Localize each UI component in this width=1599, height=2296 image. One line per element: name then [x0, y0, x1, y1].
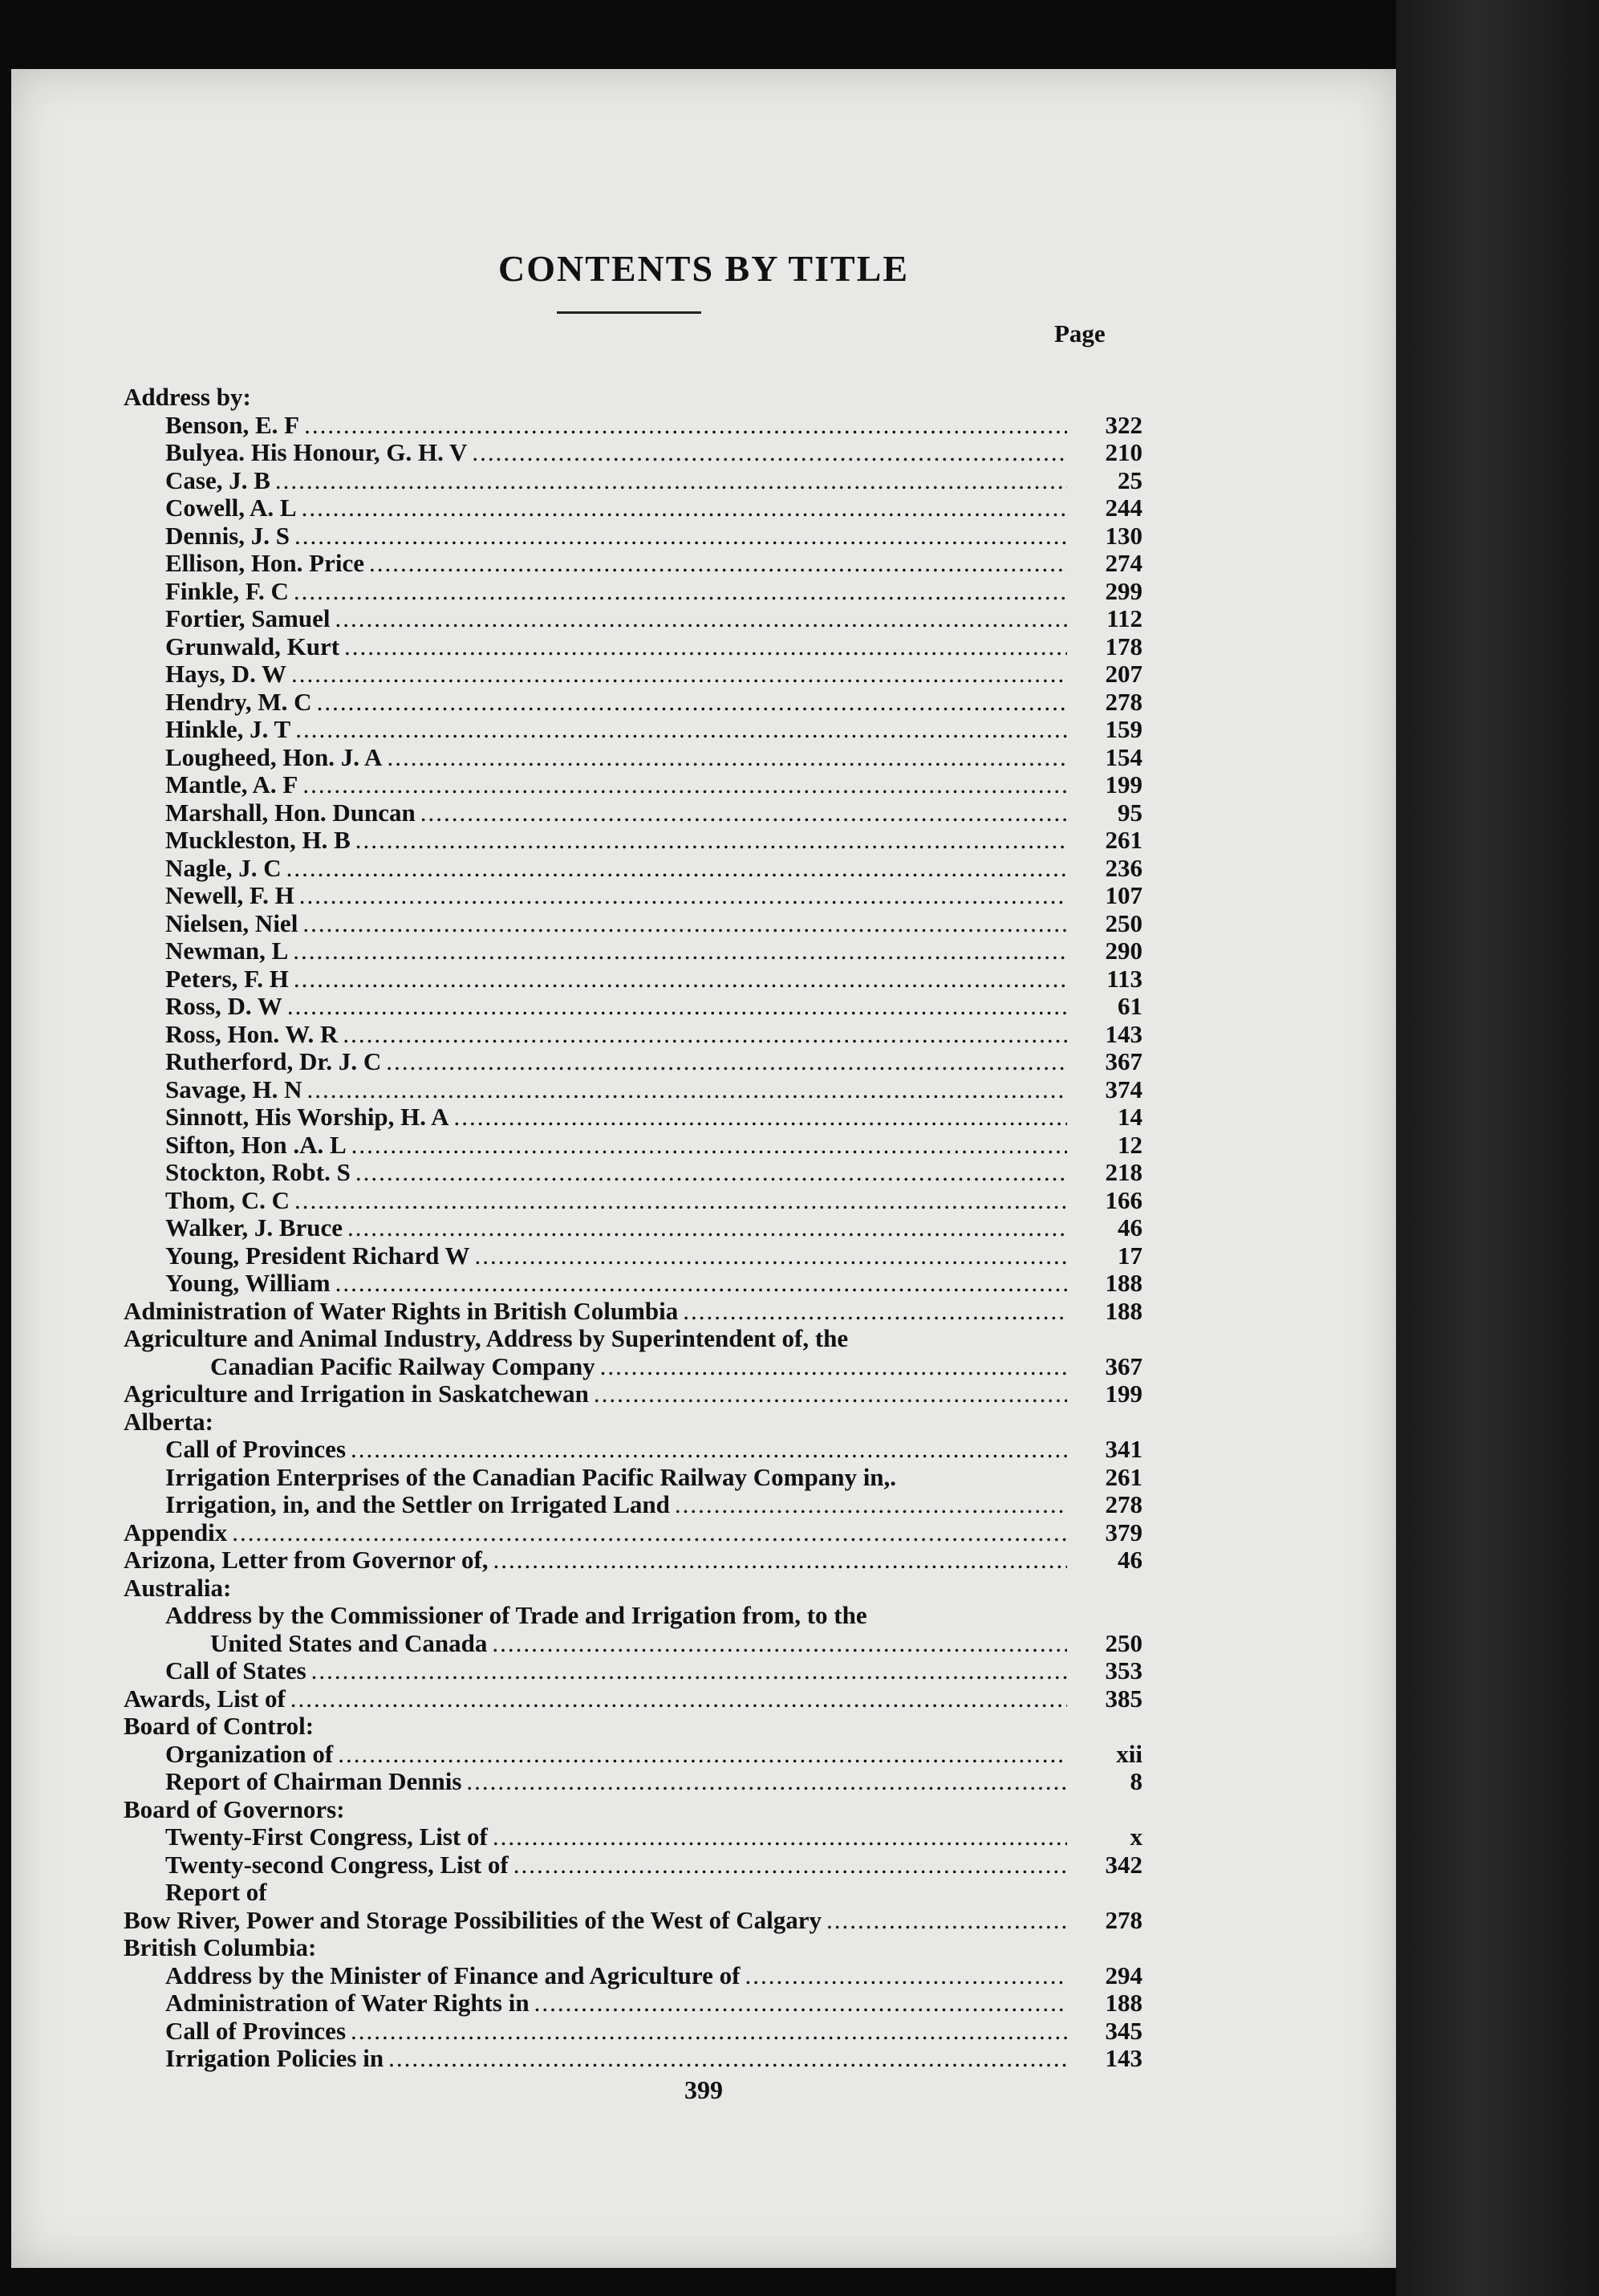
toc-entry-title: Report of Chairman Dennis [165, 1767, 462, 1795]
dot-leader [347, 1214, 1067, 1242]
document-page [11, 69, 1396, 2268]
toc-entry [124, 1934, 1142, 1962]
toc-entry [124, 467, 1142, 495]
dot-leader [453, 1103, 1067, 1132]
dot-leader [304, 412, 1067, 440]
toc-entry-title: Stockton, Robt. S [165, 1158, 351, 1186]
toc-entry-page: 46 [1118, 1546, 1142, 1574]
dot-leader [420, 799, 1067, 827]
toc-entry [124, 1741, 1142, 1769]
toc-entry-page: 166 [1105, 1185, 1142, 1214]
scan-background [1396, 0, 1599, 2296]
toc-entry [124, 1076, 1142, 1104]
toc-entry [124, 1630, 1142, 1658]
toc-entry-title: Call of States [165, 1656, 306, 1684]
toc-entry [124, 1214, 1142, 1242]
dot-leader [293, 937, 1067, 965]
toc-entry [124, 1823, 1142, 1851]
toc-entry [124, 1546, 1142, 1575]
dot-leader [492, 1630, 1067, 1658]
dot-leader [294, 522, 1067, 551]
toc-entry-page: 385 [1105, 1684, 1142, 1713]
toc-entry-title: United States and Canada [210, 1628, 488, 1657]
toc-entry-page: 278 [1105, 1905, 1142, 1934]
dot-leader [683, 1298, 1067, 1326]
toc-entry-title: Board of Control: [124, 1712, 315, 1740]
toc-entry-page: 299 [1105, 576, 1142, 605]
toc-entry-title: Twenty-First Congress, List of [165, 1823, 488, 1851]
toc-entry-title: Young, President Richard W [165, 1241, 470, 1270]
toc-entry-title: Address by the Commissioner of Trade and Irrigation from, to the [165, 1601, 867, 1629]
dot-leader [493, 1546, 1067, 1575]
toc-entry-title: Sinnott, His Worship, H. A [165, 1103, 449, 1131]
toc-entry-page: 61 [1118, 992, 1142, 1020]
toc-entry-page: 341 [1105, 1435, 1142, 1463]
toc-entry-page: 199 [1105, 770, 1142, 799]
toc-entry-page: 250 [1105, 908, 1142, 937]
toc-entry-title: Awards, List of [124, 1684, 286, 1713]
toc-entry-page: 8 [1130, 1767, 1142, 1795]
dot-leader [286, 855, 1067, 883]
dot-leader [232, 1519, 1067, 1547]
toc-entry-page: x [1130, 1823, 1142, 1851]
dot-leader [387, 744, 1067, 772]
toc-entry-title: Savage, H. N [165, 1075, 302, 1103]
toc-entry-title: Dennis, J. S [165, 521, 290, 550]
toc-entry-page: 342 [1105, 1850, 1142, 1879]
dot-leader [343, 1021, 1067, 1049]
toc-entry-title: Sifton, Hon .A. L [165, 1130, 347, 1159]
toc-entry [124, 1408, 1142, 1437]
dot-leader [351, 1132, 1067, 1160]
toc-entry-title: Newman, L [165, 937, 289, 965]
toc-entry-page: 95 [1118, 798, 1142, 827]
toc-entry-page: 290 [1105, 937, 1142, 965]
dot-leader [675, 1491, 1067, 1519]
toc-entry [124, 1768, 1142, 1796]
toc-entry [124, 1851, 1142, 1879]
toc-entry-page: 345 [1105, 2016, 1142, 2045]
dot-leader [302, 494, 1067, 522]
toc-entry-title: Agriculture and Irrigation in Saskatchewan [124, 1380, 589, 1408]
toc-entry [124, 1132, 1142, 1160]
dot-leader [294, 965, 1067, 994]
dot-leader [290, 1685, 1067, 1713]
toc-entry-title: Nielsen, Niel [165, 908, 298, 937]
dot-leader [299, 882, 1067, 910]
dot-leader [475, 1242, 1067, 1270]
toc-entry [124, 1021, 1142, 1049]
toc-entry-title: Address by the Minister of Finance and Agriculture of [165, 1961, 741, 1989]
toc-entry [124, 633, 1142, 661]
dot-leader [472, 439, 1067, 467]
toc-entry-page: 130 [1105, 521, 1142, 550]
toc-entry-page: 25 [1118, 465, 1142, 494]
dot-leader [826, 1907, 1067, 1935]
toc-entry [124, 1519, 1142, 1547]
dot-leader [600, 1353, 1067, 1381]
dot-leader [355, 827, 1067, 855]
dot-leader [311, 1657, 1067, 1685]
toc-entry-title: Irrigation, in, and the Settler on Irrigated Land [165, 1490, 670, 1518]
toc-entry [124, 1962, 1142, 1990]
toc-entry-page: 143 [1105, 2044, 1142, 2072]
toc-entry-page: 322 [1105, 410, 1142, 439]
toc-entry [124, 1353, 1142, 1381]
dot-leader [386, 1048, 1067, 1076]
toc-entry-page: 374 [1105, 1075, 1142, 1103]
toc-entry-title: Call of Provinces [165, 1435, 347, 1463]
toc-entry-page: xii [1116, 1739, 1142, 1768]
toc-entry-page: 188 [1105, 1296, 1142, 1325]
toc-entry [124, 2018, 1142, 2046]
toc-entry-title: Case, J. B [165, 465, 270, 494]
toc-entry [124, 1436, 1142, 1464]
toc-entry-title: Rutherford, Dr. J. C [165, 1047, 382, 1075]
toc-entry-page: 261 [1105, 826, 1142, 854]
toc-entry-title: Irrigation Enterprises of the Canadian Pacific Railway Company in,. [165, 1462, 897, 1491]
toc-entry [124, 1325, 1142, 1353]
dot-leader [287, 993, 1067, 1021]
toc-entry [124, 494, 1142, 522]
dot-leader [307, 1076, 1068, 1104]
dot-leader [335, 1270, 1067, 1298]
toc-entry [124, 771, 1142, 799]
toc-entry-page: 261 [1105, 1462, 1142, 1491]
toc-entry-title: Fortier, Samuel [165, 604, 331, 632]
toc-entry-page: 199 [1105, 1380, 1142, 1408]
toc-entry-page: 218 [1105, 1158, 1142, 1186]
toc-entry [124, 1491, 1142, 1519]
toc-entry-title: Australia: [124, 1573, 232, 1602]
dot-leader [335, 605, 1067, 633]
toc-entry-page: 236 [1105, 853, 1142, 882]
toc-entry-title: Hays, D. W [165, 660, 287, 688]
toc-entry-title: Grunwald, Kurt [165, 632, 340, 660]
toc-entry-page: 178 [1105, 632, 1142, 660]
toc-entry-page: 274 [1105, 549, 1142, 577]
toc-entry-title: Young, William [165, 1269, 331, 1297]
toc-entry-title: Thom, C. C [165, 1185, 290, 1214]
toc-entry-title: British Columbia: [124, 1933, 317, 1961]
toc-entry [124, 1464, 1142, 1492]
toc-entry-title: Address by: [124, 383, 251, 411]
toc-entry [124, 412, 1142, 440]
toc-entry [124, 744, 1142, 772]
toc-entry-title: Irrigation Policies in [165, 2044, 384, 2072]
toc-entry [124, 1685, 1142, 1713]
toc-entry [124, 384, 1142, 412]
toc-entry [124, 1657, 1142, 1685]
toc-entry [124, 605, 1142, 633]
toc-entry [124, 1380, 1142, 1408]
dot-leader [291, 660, 1067, 689]
dot-leader [513, 1851, 1067, 1879]
toc-entry-title: Arizona, Letter from Governor of, [124, 1546, 489, 1574]
title-divider [557, 311, 701, 314]
toc-entry-title: Canadian Pacific Railway Company [210, 1351, 595, 1380]
toc-entry [124, 550, 1142, 578]
toc-entry-title: Lougheed, Hon. J. A [165, 742, 383, 771]
dot-leader [338, 1741, 1067, 1769]
toc-entry-page: 113 [1106, 964, 1142, 993]
toc-entry [124, 1879, 1142, 1907]
toc-entry-title: Marshall, Hon. Duncan [165, 798, 416, 827]
toc-entry-page: 46 [1118, 1213, 1142, 1241]
toc-entry [124, 439, 1142, 467]
toc-entry-page: 17 [1118, 1241, 1142, 1270]
dot-leader [534, 1989, 1067, 2018]
dot-leader [317, 689, 1067, 717]
toc-entry-page: 188 [1105, 1269, 1142, 1297]
toc-entry-page: 107 [1105, 881, 1142, 909]
toc-entry-title: Nagle, J. C [165, 853, 282, 882]
toc-entry-page: 14 [1118, 1103, 1142, 1131]
toc-entry [124, 1713, 1142, 1741]
dot-leader [745, 1962, 1067, 1990]
toc-entry-page: 367 [1105, 1351, 1142, 1380]
toc-entry [124, 2045, 1142, 2073]
dot-leader [302, 910, 1067, 938]
toc-entry-page: 379 [1105, 1518, 1142, 1546]
toc-entry-page: 210 [1105, 438, 1142, 466]
toc-entry [124, 965, 1142, 994]
toc-entry-title: Administration of Water Rights in [165, 1989, 530, 2017]
toc-entry [124, 937, 1142, 965]
toc-entry-title: Cowell, A. L [165, 494, 297, 522]
dot-leader [594, 1380, 1067, 1408]
toc-entry-title: Board of Governors: [124, 1794, 345, 1823]
toc-entry [124, 1103, 1142, 1132]
toc-entry-title: Muckleston, H. B [165, 826, 351, 854]
dot-leader [275, 467, 1067, 495]
toc-entry [124, 1187, 1142, 1215]
toc-entry [124, 1796, 1142, 1824]
toc-entry-title: Call of Provinces [165, 2016, 347, 2045]
toc-entry [124, 522, 1142, 551]
toc-entry-page: 12 [1118, 1130, 1142, 1159]
toc-entry [124, 1048, 1142, 1076]
toc-entry-page: 250 [1105, 1628, 1142, 1657]
toc-entry-title: Alberta: [124, 1407, 213, 1436]
toc-entry-title: Agriculture and Animal Industry, Address by Superintendent of, the [124, 1324, 849, 1352]
toc-entry-title: Ellison, Hon. Price [165, 549, 364, 577]
dot-leader [351, 1436, 1067, 1464]
toc-entry-page: 278 [1105, 1490, 1142, 1518]
dot-leader [369, 550, 1067, 578]
page-column-header: Page [1054, 319, 1106, 347]
toc-entry [124, 1575, 1142, 1603]
toc-entry [124, 1989, 1142, 2018]
page-title: CONTENTS BY TITLE [497, 248, 910, 289]
toc-entry-title: Benson, E. F [165, 410, 300, 439]
toc-entry-title: Appendix [124, 1518, 228, 1546]
toc-entry-title: Newell, F. H [165, 881, 294, 909]
toc-entry-title: Report of [165, 1878, 267, 1906]
toc-entry-title: Bow River, Power and Storage Possibilities of the West of Calgary [124, 1905, 822, 1934]
toc-entry [124, 799, 1142, 827]
dot-leader [351, 2018, 1067, 2046]
toc-entry [124, 1242, 1142, 1270]
dot-leader [302, 771, 1067, 799]
toc-entry-title: Twenty-second Congress, List of [165, 1850, 509, 1879]
toc-entry-page: 367 [1105, 1047, 1142, 1075]
toc-entry-title: Hendry, M. C [165, 687, 312, 716]
toc-entry [124, 716, 1142, 744]
toc-entry-page: 207 [1105, 660, 1142, 688]
toc-entry [124, 1159, 1142, 1187]
toc-entry [124, 855, 1142, 883]
toc-entry-page: 188 [1105, 1989, 1142, 2017]
toc-entry-page: 353 [1105, 1656, 1142, 1684]
toc-entry-title: Mantle, A. F [165, 770, 298, 799]
toc-entry-title: Organization of [165, 1739, 334, 1768]
dot-leader [344, 633, 1067, 661]
toc-entry-title: Walker, J. Bruce [165, 1213, 343, 1241]
toc-entry-title: Bulyea. His Honour, G. H. V [165, 438, 468, 466]
toc-entry [124, 1907, 1142, 1935]
toc-entry-page: 159 [1105, 715, 1142, 743]
dot-leader [355, 1159, 1067, 1187]
dot-leader [388, 2045, 1067, 2073]
toc-entry [124, 689, 1142, 717]
dot-leader [294, 1187, 1067, 1215]
toc-entry [124, 1298, 1142, 1326]
dot-leader [295, 716, 1067, 744]
toc-entry-title: Finkle, F. C [165, 576, 289, 605]
toc-entry [124, 882, 1142, 910]
table-of-contents [124, 384, 1142, 2073]
toc-entry [124, 1602, 1142, 1630]
toc-entry [124, 993, 1142, 1021]
toc-entry-title: Hinkle, J. T [165, 715, 291, 743]
toc-entry-page: 244 [1105, 494, 1142, 522]
toc-entry [124, 660, 1142, 689]
dot-leader [294, 578, 1067, 606]
toc-entry [124, 578, 1142, 606]
page-number: 399 [684, 2075, 723, 2104]
toc-entry-page: 143 [1105, 1019, 1142, 1048]
toc-entry-page: 154 [1105, 742, 1142, 771]
toc-entry [124, 1270, 1142, 1298]
toc-entry-title: Ross, D. W [165, 992, 282, 1020]
toc-entry-page: 278 [1105, 687, 1142, 716]
dot-leader [493, 1823, 1067, 1851]
toc-entry-page: 112 [1106, 604, 1142, 632]
dot-leader [466, 1768, 1067, 1796]
toc-entry-title: Ross, Hon. W. R [165, 1019, 339, 1048]
toc-entry-page: 294 [1105, 1961, 1142, 1989]
toc-entry-title: Administration of Water Rights in British Columbia [124, 1296, 679, 1325]
toc-entry-title: Peters, F. H [165, 964, 289, 993]
toc-entry [124, 827, 1142, 855]
toc-entry [124, 910, 1142, 938]
